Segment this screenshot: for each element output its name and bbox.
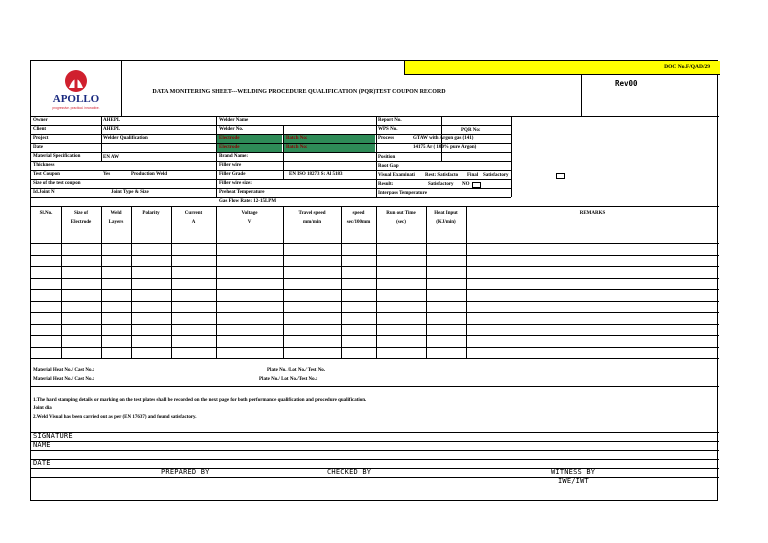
column-header (341, 209, 376, 227)
table-row (31, 266, 719, 267)
plate-no-label: Plate No. /Lot No./ Test No. (267, 368, 326, 373)
wps-no-label: WPS No. (378, 127, 398, 132)
column-header-line1: speed (352, 211, 365, 216)
client-value: AHEPL (103, 127, 121, 132)
table-row (31, 324, 719, 325)
svg-text:progressive. practical. innova: progressive. practical. innovative. (52, 106, 100, 110)
test-coupon-label: Test Coupon (33, 172, 60, 177)
column-header-line1: Run out Time (386, 211, 416, 216)
preheat-label: Preheat Temperature (219, 190, 265, 195)
result-label: Result: (378, 182, 394, 187)
visual-result: Rest: Satisfacto (425, 173, 459, 178)
page-title: DATA MONITERING SHEET---WELDING PROCEDURE QUALIFICATION (PQR)TEST COUPON RECORD (152, 89, 446, 95)
no-label: NO (462, 182, 470, 187)
material-spec-label: Material Specification (33, 154, 81, 159)
column-header (466, 209, 719, 218)
filler-wire-label: Filler wire (219, 163, 242, 168)
column-header (426, 209, 466, 227)
column-header (31, 209, 61, 218)
column-header (131, 209, 171, 218)
welder-no-label: Welder No. (219, 127, 244, 132)
project-value: Welder Qualification (103, 136, 148, 141)
table-row (31, 347, 719, 348)
note-2: 2.Weld Visual has been carried out as per (EN 17637) and found satisfactory. (33, 415, 197, 420)
column-header-line2: Electrode (70, 220, 92, 225)
filler-grade-label: Filler Grade (219, 172, 246, 177)
column-header (171, 209, 216, 227)
column-header-line1: Travel speed (298, 211, 326, 216)
date-label: Date (33, 145, 43, 150)
heat-no-label: Material Heat No./ Cast No.: (33, 368, 95, 373)
column-header (61, 209, 101, 227)
column-header-line1: Voltage (241, 211, 258, 216)
table-row (31, 358, 719, 359)
column-header-line2: Layers (108, 220, 124, 225)
size-label: Size of the test coupon (33, 181, 81, 186)
column-header (283, 209, 341, 227)
table-row (31, 243, 719, 244)
column-header-line2: A (191, 220, 196, 225)
joint-type-label: Joint Type & Size (111, 190, 149, 195)
column-header-line1: Weld (110, 211, 122, 216)
apollo-logo-icon (36, 66, 116, 114)
welder-name-label: Welder Name (219, 118, 249, 123)
joint-no-label: Id.Joint N (33, 190, 55, 195)
pqr-no-label: PQR No: (461, 128, 481, 133)
filler-size-label: Filler wire size: (219, 181, 252, 186)
column-header-line2: mm/min (302, 220, 322, 225)
final-value: Satisfactory (483, 173, 509, 178)
batch-no-label: Batch No: (286, 145, 308, 150)
visual-exam-label: Visual Examinati (378, 173, 415, 178)
result-value: Satisfactory (428, 182, 454, 187)
signature-label: SIGNATURE (33, 432, 73, 440)
final-checkbox[interactable] (556, 173, 565, 179)
material-spec-value: EN AW (103, 155, 119, 160)
column-header-line1: Size of (73, 211, 89, 216)
table-row (31, 278, 719, 279)
interpass-label: Interpass Temperature (378, 191, 427, 196)
table-row (31, 301, 719, 302)
no-checkbox[interactable] (472, 182, 481, 188)
column-header-line1: Sl.No. (39, 211, 53, 216)
apollo-logo (36, 66, 116, 114)
column-header (376, 209, 426, 227)
name-label: NAME (33, 441, 51, 449)
position-label: Position (378, 155, 396, 160)
gas-flow-label: Gas Flow Rate: 12-15LPM (219, 199, 277, 204)
plate-no-label: Plate No./ Lot No./Test No.: (259, 377, 318, 382)
heat-no-label: Material Heat No./ Cast No.: (33, 377, 95, 382)
batch-no-label: Batch No: (286, 136, 308, 141)
owner-label: Owner (33, 118, 48, 123)
process-value: GTAW with Argon gas (141) (413, 136, 474, 141)
production-weld-label: Production Weld (131, 172, 168, 177)
table-row (31, 335, 719, 336)
client-label: Client (33, 127, 47, 132)
column-header (216, 209, 283, 227)
table-row (31, 289, 719, 290)
note-joint-dia: Joint dia (33, 406, 52, 411)
column-header-line1: Heat Input (434, 211, 458, 216)
doc-number: DOC No.F/QAD/29 (664, 64, 710, 70)
report-no-label: Report No. (378, 118, 402, 123)
column-header-line1: REMARKS (579, 211, 606, 216)
table-row (31, 312, 719, 313)
note-1: 1.The hard stamping details or marking on the test plates shall be recorded on the next page for both performance qualification and procedure qualification. (33, 398, 367, 403)
column-header (101, 209, 131, 227)
process-value-2: 14175 Ar ( 100% pure Argon) (413, 145, 477, 150)
doc-number-bar (404, 61, 720, 75)
owner-value: AHEPL (103, 118, 121, 123)
test-coupon-value: Yes (103, 172, 111, 177)
column-header-line2: sec/100mm (346, 220, 371, 225)
column-header-line1: Current (184, 211, 203, 216)
pqr-sheet (30, 60, 718, 501)
column-header-line1: Polarity (142, 211, 160, 216)
electrode-label: Electrode (219, 136, 240, 141)
brand-name-label: Brand Name: (219, 154, 249, 159)
filler-grade-value: EN ISO 18273 S: Al 5183 (289, 172, 343, 177)
prepared-by-label: PREPARED BY (161, 468, 210, 476)
root-gap-label: Root Gap (378, 164, 399, 169)
checked-by-label: CHECKED BY (327, 468, 372, 476)
column-header-line2: (KJ/min) (436, 220, 456, 225)
thickness-label: Thickness (33, 163, 55, 168)
column-header-line2: V (247, 220, 252, 225)
column-header-line2: (sec) (396, 220, 406, 225)
process-label: Process (378, 136, 395, 141)
iwe-iwt-label: IWE/IWT (558, 477, 589, 485)
electrode-label: Electrode (219, 145, 240, 150)
witness-by-label: WITNESS BY (551, 468, 596, 476)
svg-text:APOLLO: APOLLO (52, 93, 100, 105)
revision: Rev00 (615, 79, 638, 88)
table-row (31, 255, 719, 256)
date-label: DATE (33, 459, 51, 467)
project-label: Project (33, 136, 49, 141)
final-label: Final (467, 173, 479, 178)
